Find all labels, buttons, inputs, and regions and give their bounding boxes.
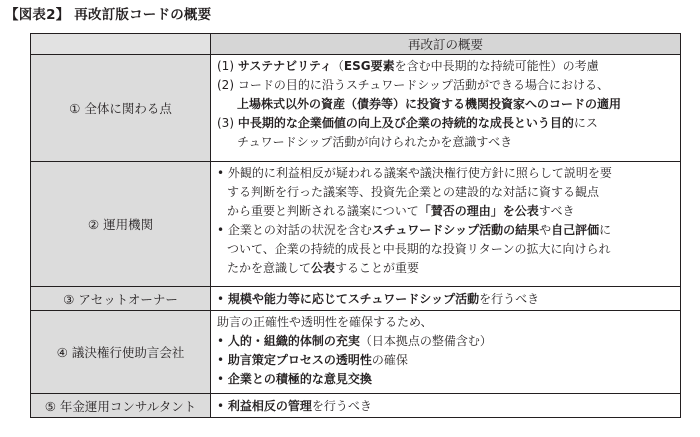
content-text: • <box>217 372 228 386</box>
emphasis-text: 利益相反の管理 <box>227 398 312 413</box>
content-text: や <box>539 223 552 237</box>
content-text: たかを意識して <box>227 261 312 275</box>
content-line <box>217 259 676 278</box>
row-label <box>31 162 211 287</box>
content-text: にス <box>573 116 598 130</box>
row-content <box>211 162 681 287</box>
emphasis-text: 人的・組織的体制の充実 <box>227 334 360 348</box>
content-text: に <box>599 223 612 237</box>
header-blank-cell <box>31 34 211 55</box>
content-line <box>217 290 676 309</box>
table-row <box>31 394 681 418</box>
content-text: を行うべき <box>311 398 372 413</box>
content-text: • <box>217 334 228 348</box>
content-line <box>217 397 676 416</box>
content-text: を含む中長期的な持続可能性）の考慮 <box>394 59 599 73</box>
content-line <box>217 76 676 95</box>
content-text: (3) <box>217 116 238 130</box>
emphasis-text: 「賛否の理由」を公表 <box>418 204 539 218</box>
content-text: • <box>217 291 228 306</box>
table-row <box>31 55 681 162</box>
content-text: （ <box>331 59 344 73</box>
emphasis-text: 中長期的な企業価値の向上及び企業の持続的な成長という目的 <box>237 116 574 130</box>
emphasis-text: 上場株式以外の資産（債券等）に投資する機関投資家へのコードの適用 <box>237 97 622 111</box>
content-line <box>217 164 676 183</box>
content-line <box>217 313 676 332</box>
content-text: チュワードシップ活動が向けられたかを意識すべき <box>237 135 513 149</box>
row-content <box>211 311 681 394</box>
content-text: (1) <box>217 59 238 73</box>
header-summary-cell: 再改訂の概要 <box>211 34 681 55</box>
content-line <box>217 370 676 389</box>
content-line <box>217 240 676 259</box>
content-line <box>217 332 676 351</box>
content-text: を行うべき <box>479 291 540 306</box>
content-line <box>217 57 676 76</box>
content-line <box>217 95 676 114</box>
content-text: する判断を行った議案等、投資先企業との建設的な対話に資する観点 <box>227 185 600 199</box>
content-text: すべき <box>538 204 575 218</box>
emphasis-text: 助言策定プロセスの透明性 <box>227 353 372 367</box>
content-line <box>217 351 676 370</box>
content-line <box>217 221 676 240</box>
content-text: 助言の正確性や透明性を確保するため、 <box>217 315 433 329</box>
row-label <box>31 55 211 162</box>
row-content <box>211 287 681 311</box>
table-row <box>31 287 681 311</box>
content-text: • <box>217 353 228 367</box>
row-label-text: ③ アセットオーナー <box>63 291 178 307</box>
figure-title: 【図表2】 再改訂版コードの概要 <box>5 7 212 23</box>
code-overview-table <box>30 33 681 418</box>
row-content <box>211 394 681 418</box>
row-label-text: ④ 議決権行使助言会社 <box>56 345 185 360</box>
row-label-text: ① 全体に関わる点 <box>69 101 172 116</box>
row-label <box>31 311 211 394</box>
content-text: (2) コードの目的に沿うスチュワードシップ活動ができる場合における、 <box>217 78 609 92</box>
row-content <box>211 55 681 162</box>
content-text: ついて、企業の持続的成長と中長期的な投資リターンの拡大に向けられ <box>227 242 611 256</box>
row-label <box>31 287 211 311</box>
emphasis-text: 公表 <box>311 261 336 275</box>
emphasis-text: スチュワードシップ活動の結果 <box>371 223 540 237</box>
emphasis-text: 企業との積極的な意見交換 <box>227 372 372 386</box>
content-text: から重要と判断される議案について <box>227 204 419 218</box>
table-header-row <box>31 34 681 55</box>
content-line <box>217 183 676 202</box>
content-text: の確保 <box>371 353 408 367</box>
content-text: することが重要 <box>335 261 420 275</box>
row-label-text: ⑤ 年金運用コンサルタント <box>44 398 197 414</box>
content-line <box>217 202 676 221</box>
content-line <box>217 133 676 152</box>
table-row <box>31 162 681 287</box>
row-label-text: ② 運用機関 <box>87 217 154 232</box>
row-label <box>31 394 211 418</box>
emphasis-text: ESG要素 <box>343 59 395 73</box>
emphasis-text: 規模や能力等に応じてスチュワードシップ活動 <box>227 291 480 306</box>
table-row <box>31 311 681 394</box>
content-text: • 外観的に利益相反が疑われる議案や議決権行使方針に照らして説明を要 <box>217 166 612 180</box>
emphasis-text: サステナビリティ <box>237 59 332 73</box>
content-line <box>217 114 676 133</box>
content-text: • <box>217 398 228 413</box>
emphasis-text: 自己評価 <box>551 223 600 237</box>
content-text: • 企業との対話の状況を含む <box>217 223 372 237</box>
content-text: （日本拠点の整備含む） <box>359 334 492 348</box>
